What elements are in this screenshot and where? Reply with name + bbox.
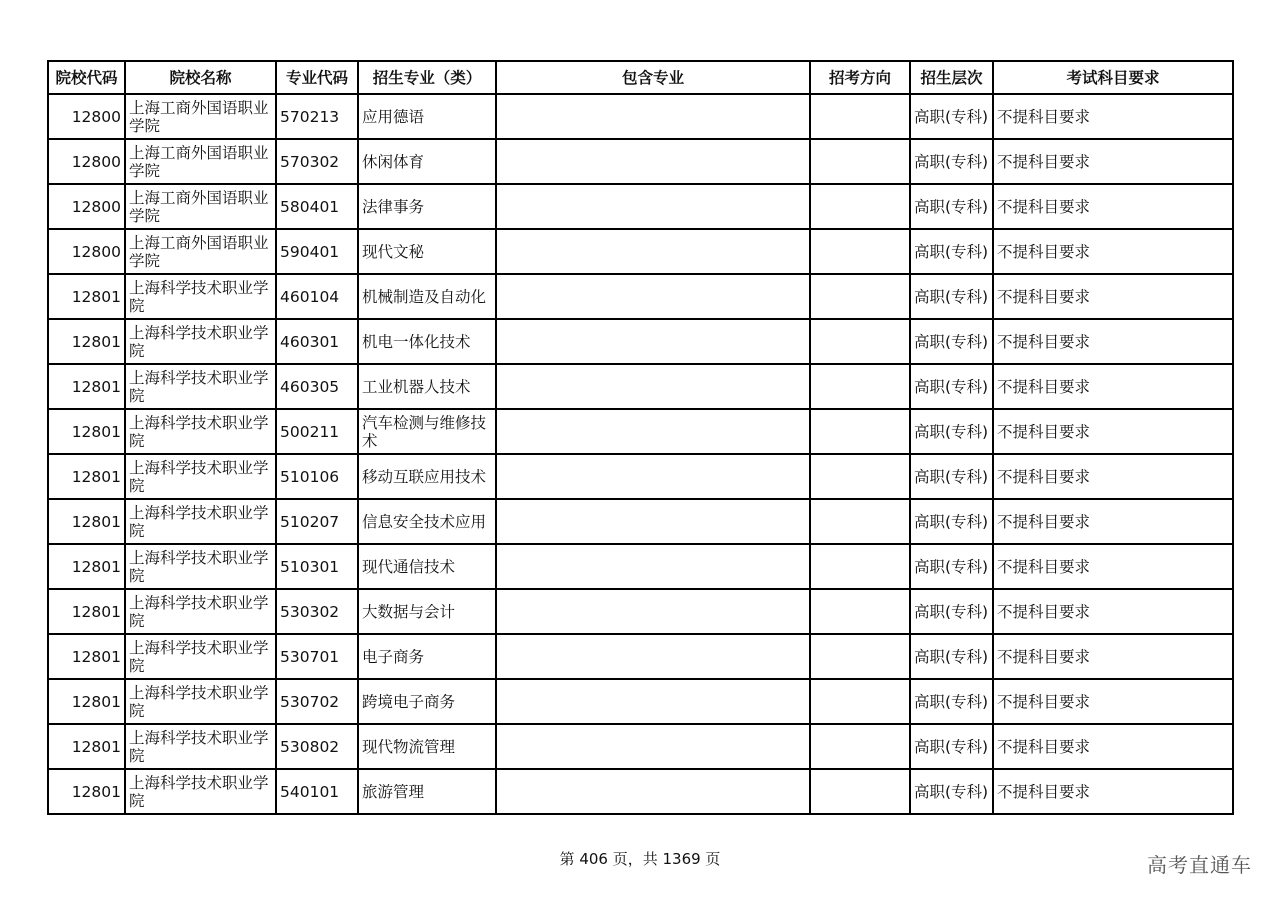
cell-school-code: 12801 — [48, 499, 125, 544]
cell-requirement: 不提科目要求 — [993, 724, 1233, 769]
cell-includes — [496, 679, 810, 724]
cell-major: 法律事务 — [358, 184, 496, 229]
cell-level: 高职(专科) — [910, 409, 993, 454]
table-row — [48, 319, 1233, 364]
header-direction: 招考方向 — [810, 61, 910, 94]
table-row — [48, 364, 1233, 409]
cell-school-code: 12801 — [48, 679, 125, 724]
cell-includes — [496, 409, 810, 454]
cell-school-name: 上海科学技术职业学院 — [125, 274, 276, 319]
cell-requirement: 不提科目要求 — [993, 184, 1233, 229]
cell-level: 高职(专科) — [910, 679, 993, 724]
cell-includes — [496, 769, 810, 814]
cell-major: 休闲体育 — [358, 139, 496, 184]
cell-includes — [496, 274, 810, 319]
cell-major-code: 570302 — [276, 139, 358, 184]
cell-includes — [496, 94, 810, 139]
cell-school-name: 上海科学技术职业学院 — [125, 544, 276, 589]
cell-requirement: 不提科目要求 — [993, 499, 1233, 544]
cell-major-code: 540101 — [276, 769, 358, 814]
cell-major: 信息安全技术应用 — [358, 499, 496, 544]
cell-major: 工业机器人技术 — [358, 364, 496, 409]
cell-major: 现代文秘 — [358, 229, 496, 274]
cell-direction — [810, 724, 910, 769]
cell-direction — [810, 589, 910, 634]
cell-major-code: 530302 — [276, 589, 358, 634]
cell-major-code: 460104 — [276, 274, 358, 319]
table-row — [48, 409, 1233, 454]
cell-requirement: 不提科目要求 — [993, 274, 1233, 319]
cell-direction — [810, 274, 910, 319]
cell-major: 应用德语 — [358, 94, 496, 139]
cell-school-code: 12801 — [48, 769, 125, 814]
cell-school-name: 上海工商外国语职业学院 — [125, 229, 276, 274]
cell-school-code: 12801 — [48, 454, 125, 499]
cell-level: 高职(专科) — [910, 724, 993, 769]
cell-major: 汽车检测与维修技术 — [358, 409, 496, 454]
cell-requirement: 不提科目要求 — [993, 94, 1233, 139]
cell-level: 高职(专科) — [910, 319, 993, 364]
cell-major-code: 530701 — [276, 634, 358, 679]
cell-major: 移动互联应用技术 — [358, 454, 496, 499]
cell-major-code: 500211 — [276, 409, 358, 454]
cell-school-name: 上海科学技术职业学院 — [125, 364, 276, 409]
table-row — [48, 139, 1233, 184]
table-row — [48, 724, 1233, 769]
cell-major-code: 460301 — [276, 319, 358, 364]
cell-school-name: 上海科学技术职业学院 — [125, 499, 276, 544]
cell-direction — [810, 364, 910, 409]
cell-major-code: 590401 — [276, 229, 358, 274]
cell-school-code: 12800 — [48, 139, 125, 184]
cell-requirement: 不提科目要求 — [993, 769, 1233, 814]
cell-requirement: 不提科目要求 — [993, 589, 1233, 634]
cell-includes — [496, 544, 810, 589]
cell-level: 高职(专科) — [910, 769, 993, 814]
cell-level: 高职(专科) — [910, 499, 993, 544]
cell-school-code: 12801 — [48, 634, 125, 679]
cell-school-name: 上海科学技术职业学院 — [125, 454, 276, 499]
cell-direction — [810, 499, 910, 544]
cell-school-code: 12801 — [48, 319, 125, 364]
cell-school-code: 12800 — [48, 229, 125, 274]
cell-school-code: 12801 — [48, 274, 125, 319]
cell-school-name: 上海工商外国语职业学院 — [125, 139, 276, 184]
header-school-name: 院校名称 — [125, 61, 276, 94]
cell-major-code: 580401 — [276, 184, 358, 229]
cell-includes — [496, 229, 810, 274]
cell-level: 高职(专科) — [910, 139, 993, 184]
header-row — [48, 61, 1233, 94]
header-major-code: 专业代码 — [276, 61, 358, 94]
cell-school-name: 上海工商外国语职业学院 — [125, 94, 276, 139]
cell-requirement: 不提科目要求 — [993, 409, 1233, 454]
cell-school-name: 上海科学技术职业学院 — [125, 319, 276, 364]
cell-major-code: 510207 — [276, 499, 358, 544]
cell-requirement: 不提科目要求 — [993, 364, 1233, 409]
cell-level: 高职(专科) — [910, 364, 993, 409]
cell-includes — [496, 499, 810, 544]
header-requirement: 考试科目要求 — [993, 61, 1233, 94]
table-row — [48, 634, 1233, 679]
cell-direction — [810, 409, 910, 454]
table-row — [48, 94, 1233, 139]
table-row — [48, 229, 1233, 274]
cell-school-name: 上海科学技术职业学院 — [125, 634, 276, 679]
cell-level: 高职(专科) — [910, 454, 993, 499]
cell-school-code: 12801 — [48, 724, 125, 769]
cell-major: 机械制造及自动化 — [358, 274, 496, 319]
cell-school-code: 12800 — [48, 184, 125, 229]
cell-major: 现代物流管理 — [358, 724, 496, 769]
cell-direction — [810, 139, 910, 184]
admissions-table — [47, 60, 1234, 815]
cell-school-name: 上海科学技术职业学院 — [125, 409, 276, 454]
table-row — [48, 769, 1233, 814]
cell-includes — [496, 319, 810, 364]
cell-includes — [496, 454, 810, 499]
cell-major: 电子商务 — [358, 634, 496, 679]
cell-school-name: 上海科学技术职业学院 — [125, 679, 276, 724]
cell-major: 现代通信技术 — [358, 544, 496, 589]
cell-includes — [496, 184, 810, 229]
cell-major-code: 530802 — [276, 724, 358, 769]
cell-direction — [810, 229, 910, 274]
cell-direction — [810, 319, 910, 364]
header-major: 招生专业（类） — [358, 61, 496, 94]
cell-major: 机电一体化技术 — [358, 319, 496, 364]
cell-level: 高职(专科) — [910, 184, 993, 229]
cell-requirement: 不提科目要求 — [993, 139, 1233, 184]
cell-requirement: 不提科目要求 — [993, 679, 1233, 724]
cell-school-name: 上海工商外国语职业学院 — [125, 184, 276, 229]
cell-includes — [496, 364, 810, 409]
header-includes: 包含专业 — [496, 61, 810, 94]
cell-major-code: 570213 — [276, 94, 358, 139]
cell-major-code: 460305 — [276, 364, 358, 409]
cell-major: 大数据与会计 — [358, 589, 496, 634]
cell-requirement: 不提科目要求 — [993, 454, 1233, 499]
cell-direction — [810, 94, 910, 139]
cell-level: 高职(专科) — [910, 274, 993, 319]
cell-school-code: 12801 — [48, 544, 125, 589]
cell-level: 高职(专科) — [910, 634, 993, 679]
cell-level: 高职(专科) — [910, 544, 993, 589]
cell-level: 高职(专科) — [910, 589, 993, 634]
cell-major-code: 510301 — [276, 544, 358, 589]
header-level: 招生层次 — [910, 61, 993, 94]
cell-direction — [810, 769, 910, 814]
table-row — [48, 589, 1233, 634]
cell-school-name: 上海科学技术职业学院 — [125, 589, 276, 634]
cell-includes — [496, 589, 810, 634]
cell-direction — [810, 679, 910, 724]
watermark: 高考直通车 — [1147, 853, 1252, 877]
table-row — [48, 544, 1233, 589]
cell-school-code: 12801 — [48, 409, 125, 454]
page-number: 第 406 页，共 1369 页 — [559, 850, 721, 868]
cell-requirement: 不提科目要求 — [993, 634, 1233, 679]
table-row — [48, 454, 1233, 499]
cell-includes — [496, 724, 810, 769]
cell-level: 高职(专科) — [910, 94, 993, 139]
cell-school-name: 上海科学技术职业学院 — [125, 724, 276, 769]
cell-requirement: 不提科目要求 — [993, 544, 1233, 589]
cell-requirement: 不提科目要求 — [993, 229, 1233, 274]
cell-direction — [810, 544, 910, 589]
header-school-code: 院校代码 — [48, 61, 125, 94]
cell-major: 跨境电子商务 — [358, 679, 496, 724]
table-row — [48, 184, 1233, 229]
table-body — [48, 94, 1233, 814]
cell-direction — [810, 634, 910, 679]
cell-school-code: 12800 — [48, 94, 125, 139]
cell-includes — [496, 139, 810, 184]
table-header — [48, 61, 1233, 94]
cell-school-code: 12801 — [48, 589, 125, 634]
table-row — [48, 679, 1233, 724]
cell-level: 高职(专科) — [910, 229, 993, 274]
table-row — [48, 499, 1233, 544]
cell-direction — [810, 454, 910, 499]
cell-includes — [496, 634, 810, 679]
table-row — [48, 274, 1233, 319]
cell-school-name: 上海科学技术职业学院 — [125, 769, 276, 814]
cell-direction — [810, 184, 910, 229]
cell-requirement: 不提科目要求 — [993, 319, 1233, 364]
cell-major-code: 530702 — [276, 679, 358, 724]
cell-major: 旅游管理 — [358, 769, 496, 814]
cell-major-code: 510106 — [276, 454, 358, 499]
cell-school-code: 12801 — [48, 364, 125, 409]
